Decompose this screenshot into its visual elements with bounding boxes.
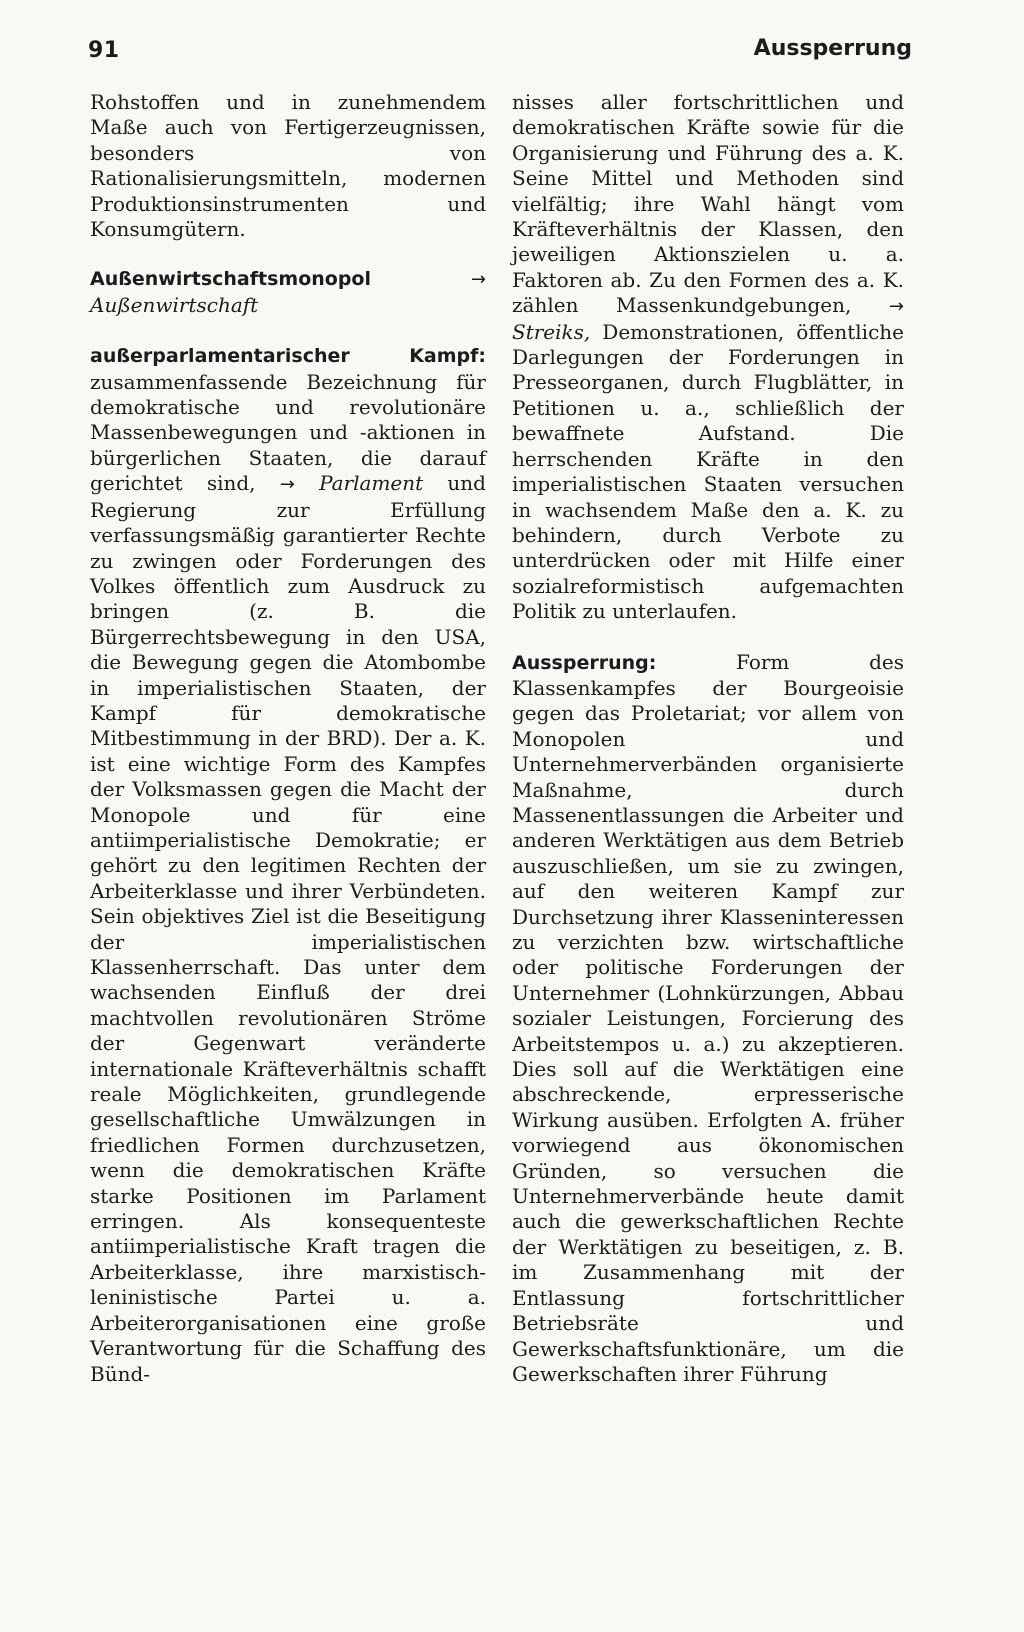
continuation-paragraph bbox=[512, 90, 904, 625]
entry-ausserparlamentarischer-kampf bbox=[90, 343, 486, 1387]
left-column bbox=[90, 90, 486, 1387]
cross-reference-arrow-icon: → bbox=[470, 269, 486, 291]
right-column bbox=[512, 90, 904, 1387]
entry-term: Aussperrung: bbox=[512, 651, 657, 674]
continuation-text: Demonstrationen, öffentliche Darlegungen der Forderungen in Presseorganen, durch Flugblätter, in Petitionen u. a., schließlich der bewaffnete Aufstand. Die herrschenden Kräfte in den imperialistischen Staaten versuchen in wachsendem Maße den a. K. zu behindern, durch Verbote zu unterdrücken oder mit Hilfe einer sozialreformistisch aufgemachten Politik zu unterlaufen. bbox=[512, 319, 904, 624]
entry-text: zusammenfassende Bezeichnung für demokratische und revolutionäre Massenbewegungen und -aktionen in bürgerlichen Staaten, die darauf gerichtet sind, bbox=[90, 369, 486, 496]
cross-reference-arrow-icon: → bbox=[888, 296, 904, 318]
cross-reference-link[interactable]: Parlament bbox=[319, 471, 424, 496]
cross-reference-arrow-icon: → bbox=[279, 474, 295, 496]
entry-text: Form des Klassenkampfes der Bourgeoisie gegen das Proletariat; vor allem von Monopolen und Unternehmerverbänden organisierte Maßnahme, durch Massenentlassungen die Arbeiter und anderen Werktätigen aus dem Betrieb auszuschließen, um sie zu zwingen, auf den weiteren Kampf zur Durchsetzung ihrer Klasseninteressen zu verzichten bzw. wirtschaftliche oder politische Forderungen der Unternehmer (Lohnkürzungen, Abbau sozialer Leistungen, Forcierung des Arbeitstempos u. a.) zu akzeptieren. Dies soll auf die Werktätigen eine abschreckende, erpresserische Wirkung ausüben. Erfolgten A. früher vorwiegend aus ökonomischen Gründen, so versuchen die Unternehmerverbände heute damit auch die gewerkschaftlichen Rechte der Werktätigen zu beseitigen, z. B. im Zusammenhang mit der Entlassung fortschrittlicher Betriebsräte und Gewerkschaftsfunktionäre, um die Gewerkschaften ihrer Führung bbox=[512, 649, 905, 1386]
running-head: Aussperrung bbox=[753, 36, 912, 61]
entry-term: Außenwirtschaftsmonopol bbox=[90, 268, 372, 291]
page-number: 91 bbox=[88, 38, 120, 63]
entry-term: außerparlamentarischer Kampf: bbox=[90, 345, 486, 368]
entry-text: und Regierung zur Erfüllung verfassungsmäßig garantierter Rechte zu zwingen oder Forderungen des Volkes öffentlich zum Ausdruck zu bringen (z. B. die Bürgerrechtsbewegung in den USA, die Bewegung gegen die Atombombe in imperialistischen Staaten, der Kampf für demokratische Mitbestimmung in der BRD). Der a. K. ist eine wichtige Form des Kampfes der Volksmassen gegen die Macht der Monopole und für eine antiimperialistische Demokratie; er gehört zu den legitimen Rechten der Arbeiterklasse und ihrer Verbündeten. Sein objektives Ziel ist die Beseitigung der imperialistischen Klassenherrschaft. Das unter dem wachsenden Einfluß der drei machtvollen revolutionären Ströme der Gegenwart veränderte internationale Kräfteverhältnis schafft reale Möglichkeiten, grundlegende gesellschaftliche Umwälzungen in friedlichen Formen durchzusetzen, wenn die demokratischen Kräfte starke Positionen im Parlament erringen. Als konsequenteste antiimperialistische Kraft tragen die Arbeiterklasse, ihre marxistisch-leninistische Partei u. a. Arbeiterorganisationen eine große Verantwortung für die Schaffung des Bünd- bbox=[90, 471, 486, 1386]
continuation-paragraph bbox=[90, 90, 486, 242]
continuation-text: Rohstoffen und in zunehmendem Maße auch von Fertigerzeugnissen, besonders von Rationalisierungsmitteln, modernen Produktionsinstrumenten und Konsumgütern. bbox=[90, 90, 486, 242]
cross-reference-link[interactable]: Streiks, bbox=[512, 319, 591, 344]
continuation-text: nisses aller fortschrittlichen und demokratischen Kräfte sowie für die Organisierung und Führung des a. K. Seine Mittel und Methoden sind vielfältig; ihre Wahl hängt vom Kräfteverhältnis der Klassen, den jeweiligen Aktionszielen u. a. Faktoren ab. Zu den Formen des a. K. zählen Massenkundgebungen, bbox=[512, 90, 904, 318]
cross-reference-link[interactable]: Außenwirtschaft bbox=[90, 292, 259, 317]
entry-aussenwirtschaftsmonopol bbox=[90, 267, 486, 318]
entry-aussperrung bbox=[512, 650, 904, 1388]
